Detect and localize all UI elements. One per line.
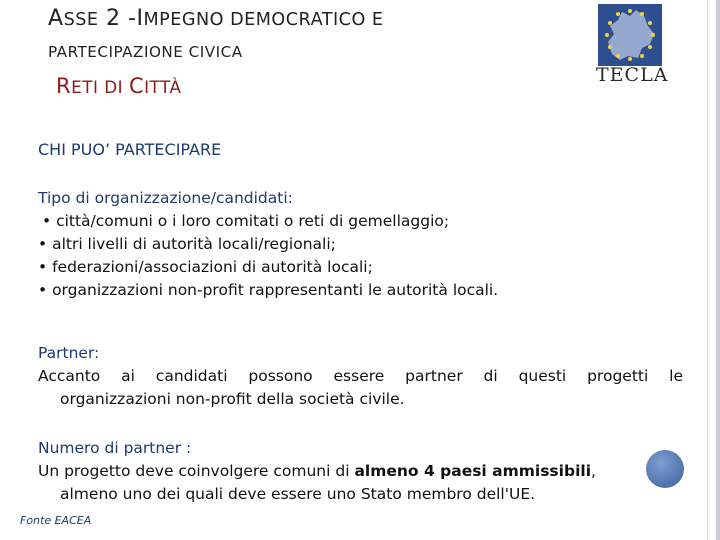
logo-text: TECLA	[596, 64, 669, 86]
numero-text-bold: almeno 4 paesi ammissibili	[354, 462, 592, 480]
candidates-heading: Tipo di organizzazione/candidati:	[38, 189, 293, 207]
list-item: • città/comuni o i loro comitati o reti di gemellaggio;	[42, 212, 450, 230]
list-item: • federazioni/associazioni di autorità locali;	[38, 258, 373, 276]
partner-heading: Partner:	[38, 344, 100, 362]
candidates-block	[38, 187, 683, 302]
numero-text-line-2: almeno uno dei quali deve essere uno Stato membro dell'UE.	[60, 485, 536, 503]
candidates-list	[38, 210, 683, 302]
numero-text-line-1	[38, 460, 683, 483]
tecla-logo	[592, 4, 676, 86]
partner-block	[38, 342, 683, 411]
numero-text-post: ,	[591, 462, 596, 480]
list-item: • organizzazioni non-profit rappresentanti le autorità locali.	[38, 281, 499, 299]
numero-heading: Numero di partner :	[38, 439, 192, 457]
slide-title-line-2: PARTECIPAZIONE CIVICA	[48, 43, 243, 61]
slide-title-line-1: ASSE 2 -IMPEGNO DEMOCRATICO E	[48, 6, 384, 31]
eu-map-stars-icon	[598, 4, 662, 66]
list-item: • altri livelli di autorità locali/regionali;	[38, 235, 336, 253]
slide-subtitle: RETI DI CITTÀ	[56, 74, 182, 98]
numero-block	[38, 437, 683, 506]
slide-border-line	[707, 0, 708, 540]
section-title: CHI PUO’ PARTECIPARE	[38, 140, 222, 159]
partner-text-line-2: organizzazioni non-profit della società civile.	[60, 390, 405, 408]
slide-border-right	[716, 0, 720, 540]
partner-text-line-1: Accanto ai candidati possono essere partner di questi progetti le	[38, 367, 683, 385]
numero-text-pre: Un progetto deve coinvolgere comuni di	[38, 462, 355, 480]
source-note: Fonte EACEA	[20, 514, 92, 527]
